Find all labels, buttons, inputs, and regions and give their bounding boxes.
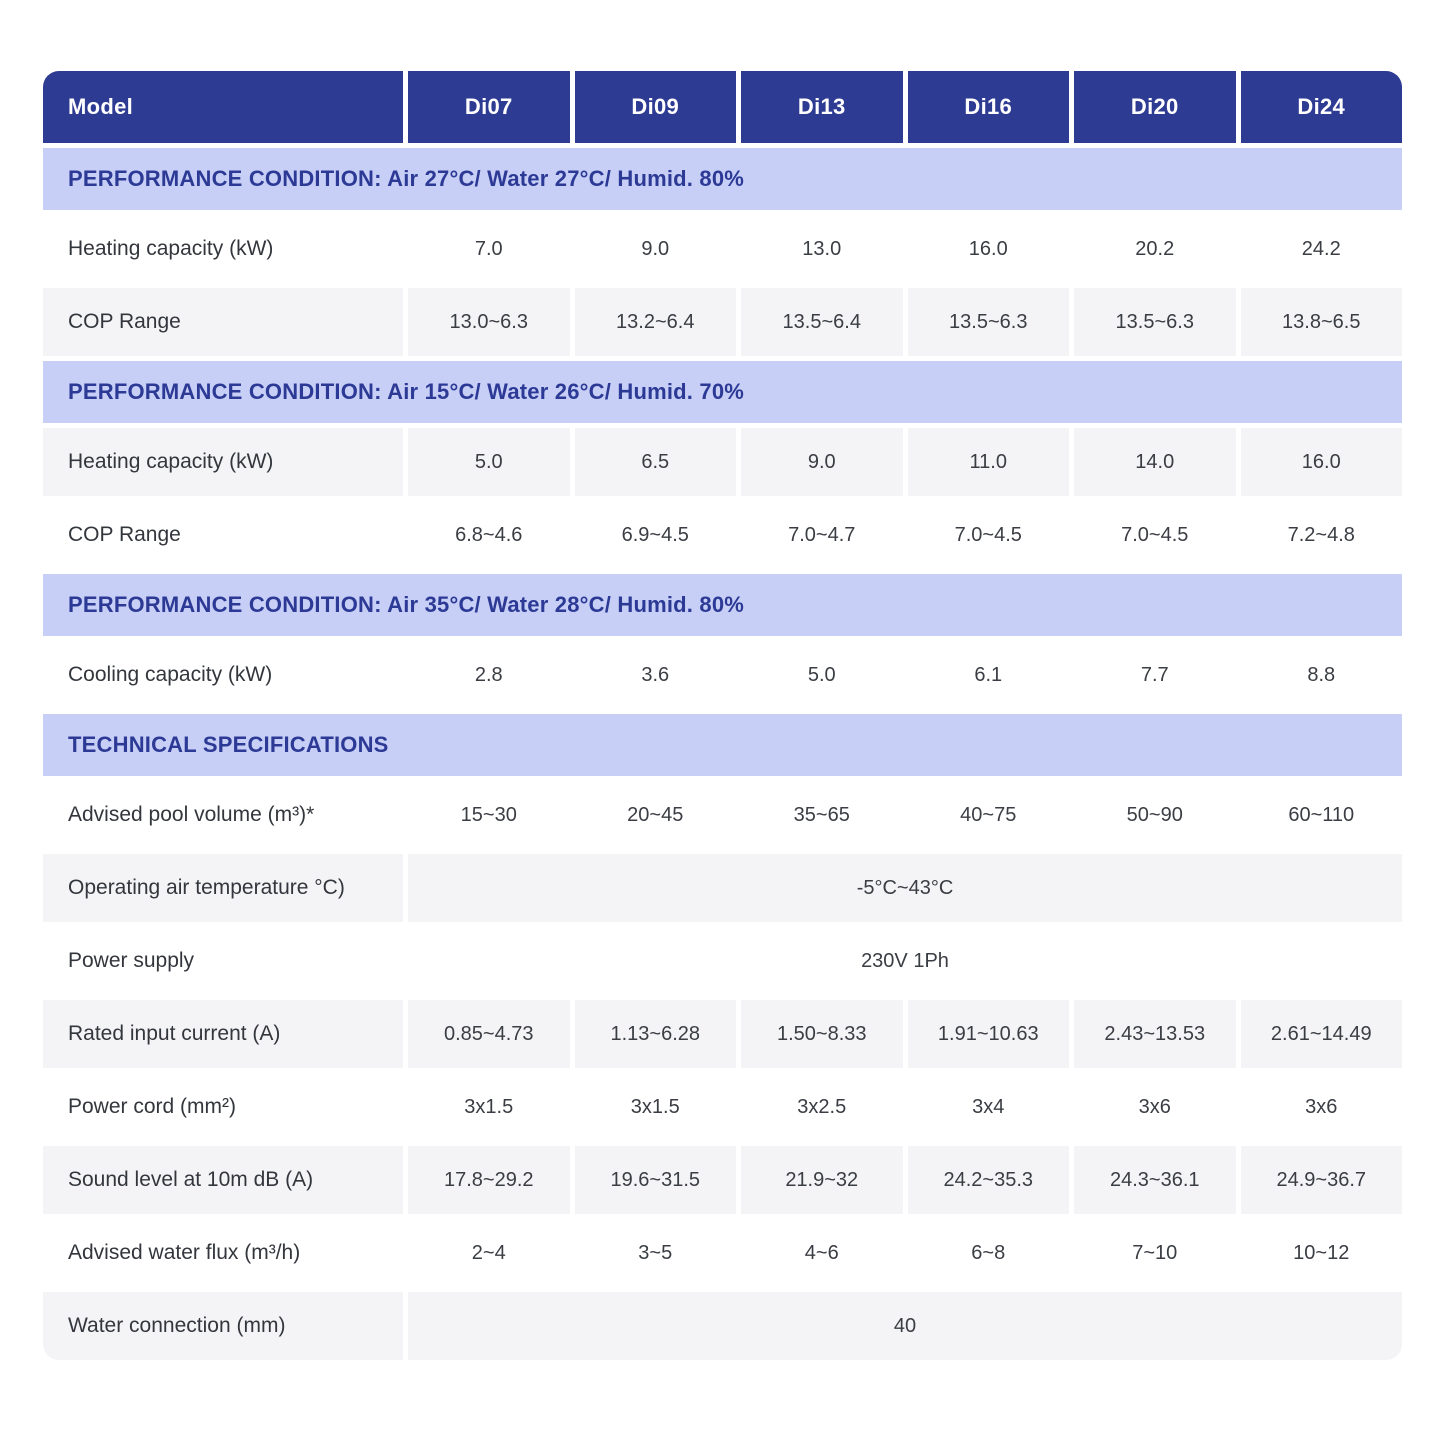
value-cell: 7.7 bbox=[1140, 663, 1169, 686]
value-cell: 13.5~6.3 bbox=[1074, 288, 1236, 356]
spec-row bbox=[43, 1073, 1402, 1141]
value-cell: 0.85~4.73 bbox=[408, 1000, 570, 1068]
value-cell: 7~10 bbox=[1132, 1241, 1178, 1264]
value-cell: 13.5~6.4 bbox=[741, 288, 903, 356]
value-cell: 17.8~29.2 bbox=[408, 1146, 570, 1214]
value-cell: 16.0 bbox=[1241, 428, 1403, 496]
value-cell: 16.0 bbox=[968, 237, 1008, 260]
value-cell: 7.2~4.8 bbox=[1287, 523, 1355, 546]
spec-row bbox=[43, 854, 1402, 922]
spanning-value-cell: -5°C~43°C bbox=[408, 854, 1402, 922]
value-cell: 5.0 bbox=[408, 428, 570, 496]
model-header-label: Model bbox=[43, 71, 403, 143]
value-cell: 35~65 bbox=[793, 803, 850, 826]
value-cell: 14.0 bbox=[1074, 428, 1236, 496]
spec-row bbox=[43, 641, 1402, 709]
spanning-value-cell: 230V 1Ph bbox=[861, 949, 949, 972]
value-cell: 1.91~10.63 bbox=[908, 1000, 1070, 1068]
value-cell: 3~5 bbox=[638, 1241, 673, 1264]
value-cell: 5.0 bbox=[807, 663, 836, 686]
row-label: Advised water flux (m³/h) bbox=[68, 1241, 301, 1264]
row-label: Cooling capacity (kW) bbox=[68, 663, 273, 686]
row-label: Operating air temperature °C) bbox=[43, 854, 403, 922]
value-cell: 7.0~4.5 bbox=[1121, 523, 1189, 546]
model-header-row bbox=[43, 71, 1402, 143]
row-label: COP Range bbox=[43, 288, 403, 356]
value-cell: 24.2~35.3 bbox=[908, 1146, 1070, 1214]
value-cell: 60~110 bbox=[1288, 803, 1355, 826]
value-cell: 6~8 bbox=[971, 1241, 1006, 1264]
section-header-row bbox=[43, 148, 1402, 210]
row-label: Advised pool volume (m³)* bbox=[68, 803, 315, 826]
value-cell: 2~4 bbox=[471, 1241, 506, 1264]
model-column-header: Di09 bbox=[575, 71, 737, 143]
value-cell: 3.6 bbox=[641, 663, 670, 686]
value-cell: 19.6~31.5 bbox=[575, 1146, 737, 1214]
value-cell: 50~90 bbox=[1126, 803, 1183, 826]
spec-row bbox=[43, 1219, 1402, 1287]
value-cell: 7.0~4.5 bbox=[954, 523, 1022, 546]
value-cell: 2.43~13.53 bbox=[1074, 1000, 1236, 1068]
section-header-row bbox=[43, 361, 1402, 423]
value-cell: 13.5~6.3 bbox=[908, 288, 1070, 356]
row-label: Power supply bbox=[68, 949, 195, 972]
value-cell: 13.8~6.5 bbox=[1241, 288, 1403, 356]
value-cell: 20~45 bbox=[627, 803, 684, 826]
value-cell: 13.2~6.4 bbox=[575, 288, 737, 356]
value-cell: 3x6 bbox=[1138, 1095, 1171, 1118]
value-cell: 9.0 bbox=[741, 428, 903, 496]
value-cell: 24.9~36.7 bbox=[1241, 1146, 1403, 1214]
model-column-header: Di24 bbox=[1241, 71, 1403, 143]
value-cell: 2.61~14.49 bbox=[1241, 1000, 1403, 1068]
value-cell: 3x6 bbox=[1305, 1095, 1338, 1118]
row-label: Heating capacity (kW) bbox=[43, 428, 403, 496]
section-title: PERFORMANCE CONDITION: Air 27°C/ Water 27°C/ Humid. 80% bbox=[43, 148, 1402, 210]
section-header-row bbox=[43, 714, 1402, 776]
value-cell: 3x2.5 bbox=[797, 1095, 847, 1118]
value-cell: 1.50~8.33 bbox=[741, 1000, 903, 1068]
value-cell: 20.2 bbox=[1135, 237, 1175, 260]
value-cell: 13.0 bbox=[802, 237, 842, 260]
model-column-header: Di16 bbox=[908, 71, 1070, 143]
value-cell: 6.8~4.6 bbox=[455, 523, 523, 546]
value-cell: 9.0 bbox=[641, 237, 670, 260]
value-cell: 15~30 bbox=[460, 803, 517, 826]
spec-row bbox=[43, 781, 1402, 849]
value-cell: 8.8 bbox=[1307, 663, 1336, 686]
model-column-header: Di13 bbox=[741, 71, 903, 143]
row-label: COP Range bbox=[68, 523, 181, 546]
spec-row bbox=[43, 1000, 1402, 1068]
section-title: PERFORMANCE CONDITION: Air 15°C/ Water 26°C/ Humid. 70% bbox=[43, 361, 1402, 423]
row-label: Power cord (mm²) bbox=[68, 1095, 237, 1118]
row-label: Rated input current (A) bbox=[43, 1000, 403, 1068]
spec-row bbox=[43, 1292, 1402, 1360]
value-cell: 13.0~6.3 bbox=[408, 288, 570, 356]
model-column-header: Di07 bbox=[408, 71, 570, 143]
value-cell: 21.9~32 bbox=[741, 1146, 903, 1214]
value-cell: 24.3~36.1 bbox=[1074, 1146, 1236, 1214]
row-label: Heating capacity (kW) bbox=[68, 237, 274, 260]
heat-pump-spec-table bbox=[38, 66, 1407, 1365]
value-cell: 3x1.5 bbox=[630, 1095, 680, 1118]
value-cell: 10~12 bbox=[1293, 1241, 1350, 1264]
value-cell: 6.5 bbox=[575, 428, 737, 496]
spec-row bbox=[43, 428, 1402, 496]
value-cell: 11.0 bbox=[908, 428, 1070, 496]
spanning-value-cell: 40 bbox=[408, 1292, 1402, 1360]
value-cell: 24.2 bbox=[1301, 237, 1341, 260]
section-title: PERFORMANCE CONDITION: Air 35°C/ Water 28°C/ Humid. 80% bbox=[43, 574, 1402, 636]
value-cell: 40~75 bbox=[960, 803, 1017, 826]
value-cell: 7.0 bbox=[474, 237, 503, 260]
value-cell: 4~6 bbox=[804, 1241, 839, 1264]
value-cell: 3x4 bbox=[972, 1095, 1005, 1118]
value-cell: 7.0~4.7 bbox=[788, 523, 856, 546]
value-cell: 1.13~6.28 bbox=[575, 1000, 737, 1068]
value-cell: 6.1 bbox=[974, 663, 1003, 686]
spec-row bbox=[43, 288, 1402, 356]
model-column-header: Di20 bbox=[1074, 71, 1236, 143]
row-label: Water connection (mm) bbox=[43, 1292, 403, 1360]
row-label: Sound level at 10m dB (A) bbox=[43, 1146, 403, 1214]
spec-row bbox=[43, 1146, 1402, 1214]
section-title: TECHNICAL SPECIFICATIONS bbox=[43, 714, 1402, 776]
spec-row bbox=[43, 927, 1402, 995]
value-cell: 6.9~4.5 bbox=[621, 523, 689, 546]
value-cell: 2.8 bbox=[474, 663, 503, 686]
section-header-row bbox=[43, 574, 1402, 636]
spec-row bbox=[43, 501, 1402, 569]
value-cell: 3x1.5 bbox=[464, 1095, 514, 1118]
spec-row bbox=[43, 215, 1402, 283]
